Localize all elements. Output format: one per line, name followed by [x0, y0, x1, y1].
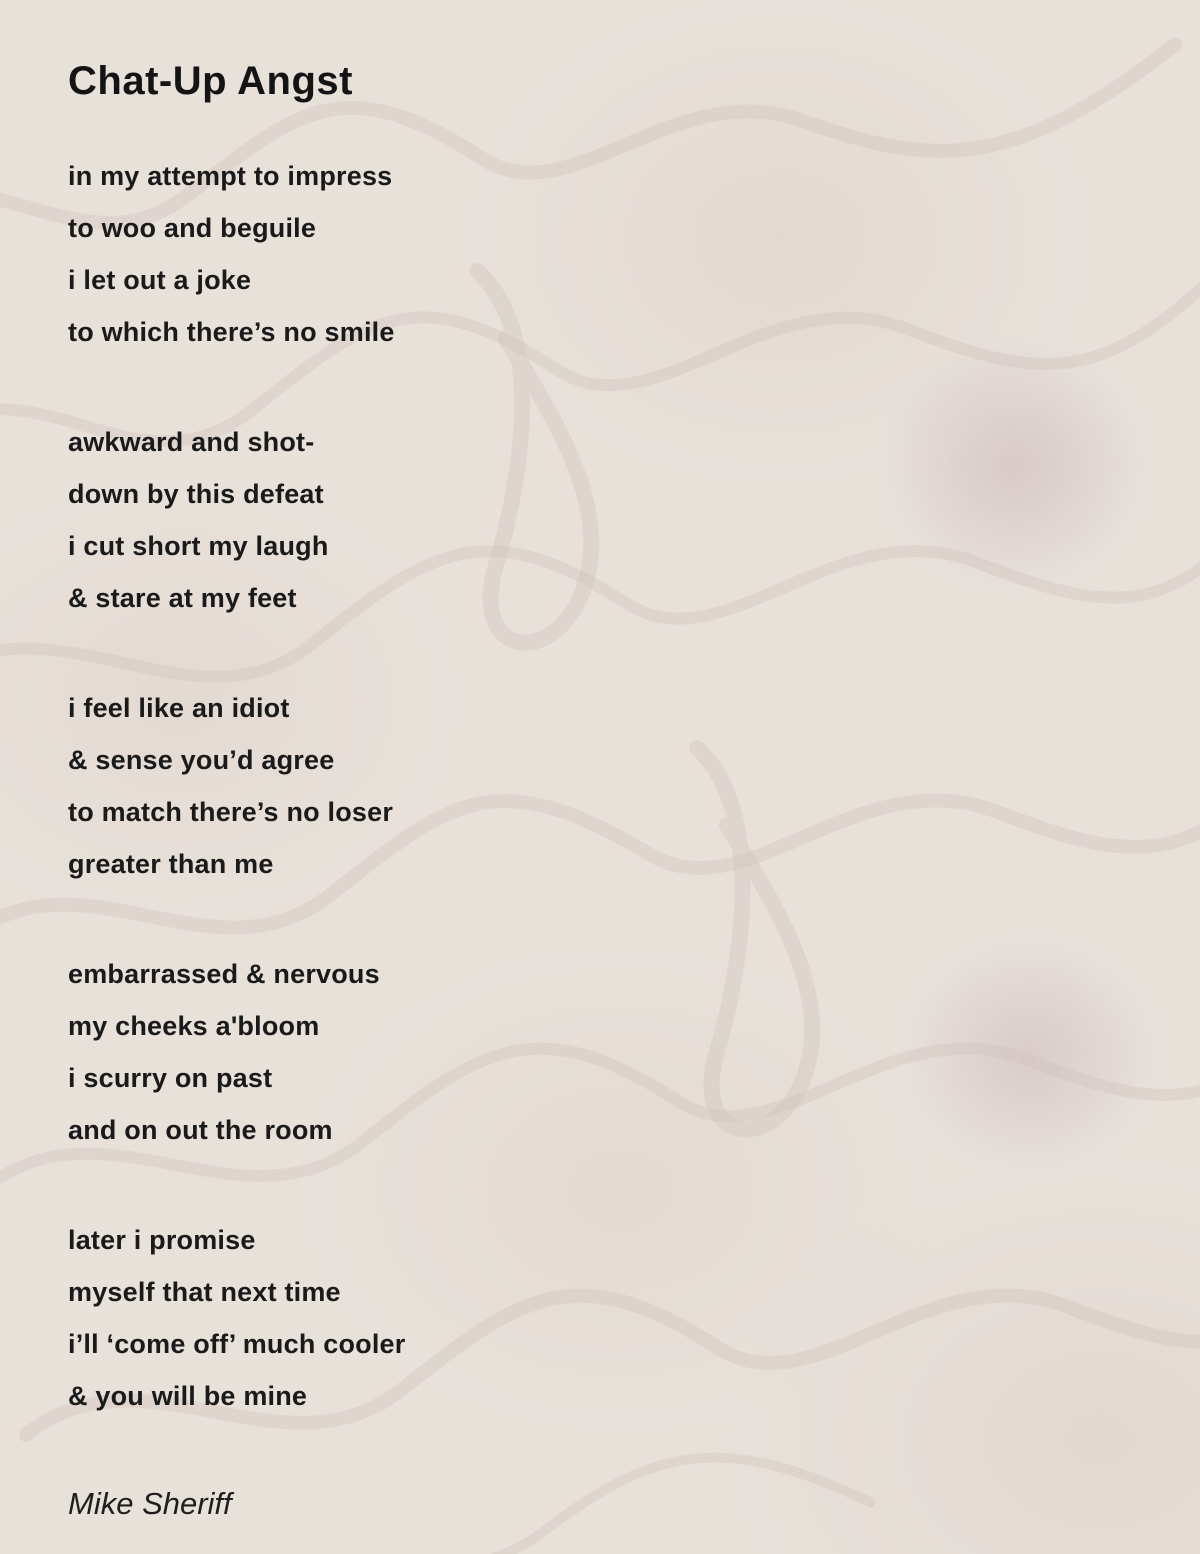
poem-line: & sense you’d agree: [68, 745, 335, 775]
poem-line: in my attempt to impress: [68, 161, 393, 191]
poem-line: greater than me: [68, 849, 274, 879]
poem-line: awkward and shot-: [68, 427, 315, 457]
poem-line: down by this defeat: [68, 479, 324, 509]
poem-line: i let out a joke: [68, 265, 252, 295]
poem-line: and on out the room: [68, 1115, 333, 1145]
stanza-5: [68, 1214, 1140, 1422]
poem-line: i feel like an idiot: [68, 693, 290, 723]
poem-line: to match there’s no loser: [68, 797, 394, 827]
poem-line: to which there’s no smile: [68, 317, 395, 347]
poem-line: & you will be mine: [68, 1381, 308, 1411]
stanza-4: [68, 948, 1140, 1156]
stanza-2: [68, 416, 1140, 624]
poem-line: i’ll ‘come off’ much cooler: [68, 1329, 406, 1359]
poem-line: my cheeks a'bloom: [68, 1011, 320, 1041]
poem-line: i scurry on past: [68, 1063, 273, 1093]
poem-line: embarrassed & nervous: [68, 959, 380, 989]
poem-title: Chat-Up Angst: [68, 59, 353, 103]
poem-author: Mike Sheriff: [68, 1486, 232, 1521]
poem-line: myself that next time: [68, 1277, 341, 1307]
stanza-3: [68, 682, 1140, 890]
stanza-1: [68, 150, 1140, 358]
poem-line: later i promise: [68, 1225, 256, 1255]
poem-line: & stare at my feet: [68, 583, 297, 613]
poem-line: i cut short my laugh: [68, 531, 329, 561]
poem-line: to woo and beguile: [68, 213, 317, 243]
